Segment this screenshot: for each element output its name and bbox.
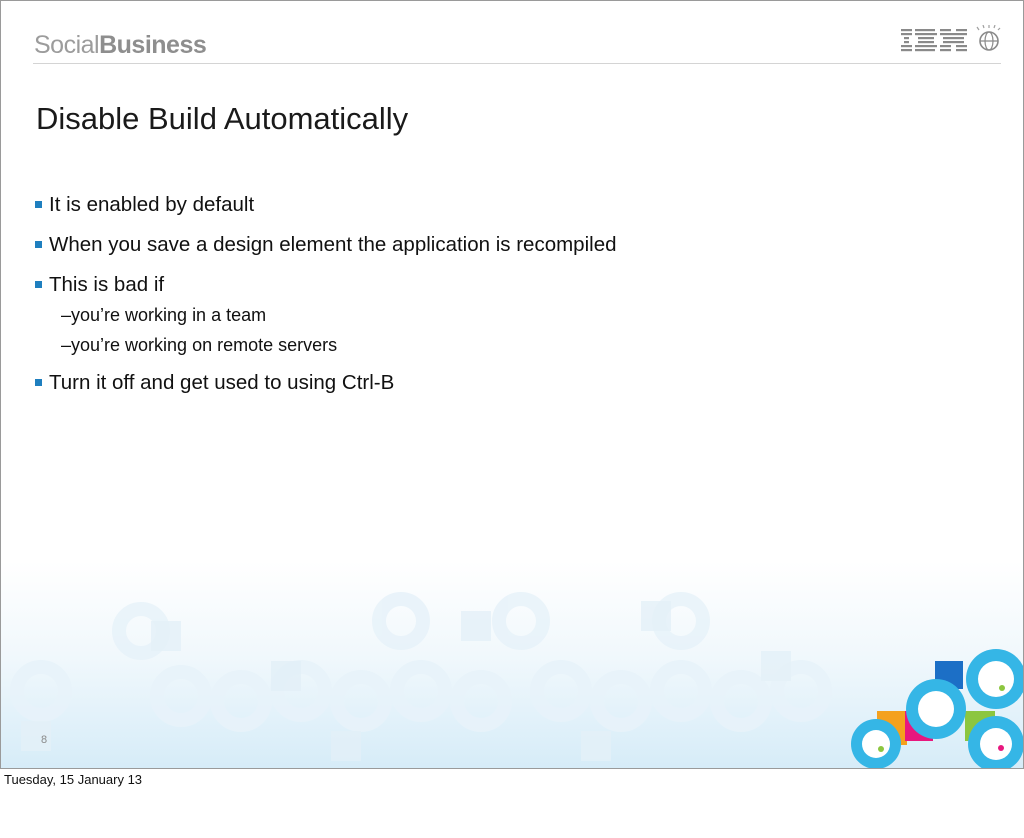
page-number: 8 xyxy=(41,734,48,746)
bullet-item: This is bad if xyxy=(35,273,617,305)
ibm-logo-icon xyxy=(901,25,1001,57)
bullet-square-icon xyxy=(35,201,42,208)
sub-bullet-item: –you’re working in a team xyxy=(61,305,267,325)
bullet-item: It is enabled by default xyxy=(35,193,617,233)
bullet-list xyxy=(35,193,617,411)
bullet-square-icon xyxy=(35,281,42,288)
bullet-item: Turn it off and get used to using Ctrl-B xyxy=(35,371,617,411)
bullet-square-icon xyxy=(35,241,42,248)
brand-logo: SocialBusiness xyxy=(34,31,207,59)
header-divider xyxy=(33,63,1001,64)
sub-bullet-item: –you’re working on remote servers xyxy=(61,335,338,355)
footer-decoration xyxy=(1,561,1023,769)
bullet-square-icon xyxy=(35,379,42,386)
footer-date: Tuesday, 15 January 13 xyxy=(4,772,143,787)
bullet-item: When you save a design element the application is recompiled xyxy=(35,233,617,273)
slide-title: Disable Build Automatically xyxy=(36,101,409,136)
